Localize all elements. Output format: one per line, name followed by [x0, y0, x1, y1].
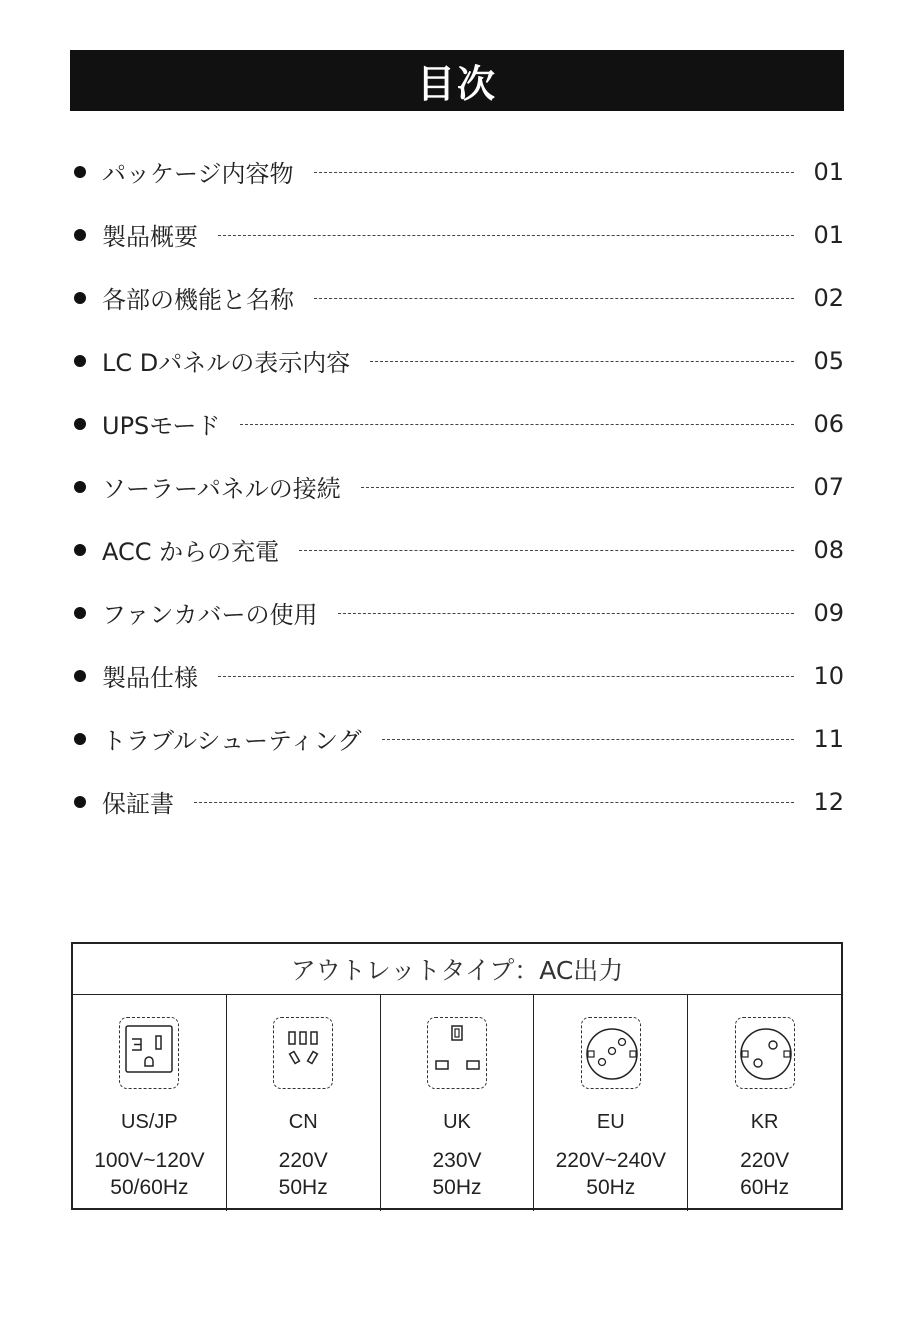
outlet-spec: [73, 1147, 226, 1201]
toc-entry-page: 01: [813, 220, 844, 249]
outlet-name: KR: [750, 1111, 779, 1133]
bullet-icon: [74, 229, 86, 241]
cn-socket-icon: [273, 1017, 333, 1089]
toc-entry[interactable]: [70, 707, 844, 770]
dotted-leader: [194, 802, 794, 803]
table-of-contents: [70, 140, 844, 833]
dotted-leader: [240, 424, 794, 425]
bullet-icon: [74, 796, 86, 808]
uk-socket-icon: [427, 1017, 487, 1089]
toc-entry-page: 07: [813, 472, 844, 501]
toc-entry-page: 10: [813, 661, 844, 690]
toc-entry[interactable]: [70, 329, 844, 392]
bullet-icon: [74, 292, 86, 304]
outlet-spec: [227, 1147, 380, 1201]
toc-entry[interactable]: [70, 644, 844, 707]
toc-entry-label: ACC からの充電: [102, 538, 280, 566]
dotted-leader: [338, 613, 794, 614]
outlet-voltage: 220V: [278, 1149, 328, 1172]
bullet-icon: [74, 544, 86, 556]
outlet-name: CN: [288, 1111, 318, 1133]
bullet-icon: [74, 418, 86, 430]
toc-entry-page: 09: [813, 598, 844, 627]
eu-socket-icon: [581, 1017, 641, 1089]
toc-entry-page: 01: [813, 157, 844, 186]
outlet-column-eu: [534, 995, 688, 1211]
outlet-spec: [381, 1147, 534, 1201]
bullet-icon: [74, 607, 86, 619]
toc-entry-page: 06: [813, 409, 844, 438]
dotted-leader: [382, 739, 794, 740]
toc-entry-label: ファンカバーの使用: [102, 601, 318, 629]
toc-entry-label: トラブルシューティング: [102, 727, 362, 755]
toc-entry[interactable]: [70, 581, 844, 644]
toc-entry-label: パッケージ内容物: [102, 160, 294, 188]
dotted-leader: [314, 298, 794, 299]
outlet-column-cn: [227, 995, 381, 1211]
toc-entry[interactable]: [70, 455, 844, 518]
outlet-column-uk: [381, 995, 535, 1211]
outlet-frequency: 50Hz: [586, 1176, 636, 1199]
dotted-leader: [218, 235, 794, 236]
outlet-spec: [534, 1147, 687, 1201]
bullet-icon: [74, 481, 86, 493]
outlet-table-header: アウトレットタイプ：AC出力: [73, 944, 841, 995]
us-jp-socket-icon: [119, 1017, 179, 1089]
bullet-icon: [74, 670, 86, 682]
toc-entry[interactable]: [70, 266, 844, 329]
toc-entry-label: 保証書: [102, 790, 174, 818]
dotted-leader: [314, 172, 794, 173]
dotted-leader: [361, 487, 794, 488]
toc-entry-page: 02: [813, 283, 844, 312]
outlet-frequency: 50Hz: [432, 1176, 482, 1199]
toc-entry-page: 05: [813, 346, 844, 375]
toc-entry-page: 08: [813, 535, 844, 564]
outlet-name: US/JP: [121, 1111, 178, 1133]
toc-entry-label: 各部の機能と名称: [102, 286, 294, 314]
outlet-voltage: 230V: [432, 1149, 482, 1172]
toc-entry-label: ソーラーパネルの接続: [102, 475, 341, 503]
bullet-icon: [74, 355, 86, 367]
dotted-leader: [299, 550, 794, 551]
outlet-voltage: 220V: [740, 1149, 790, 1172]
dotted-leader: [218, 676, 794, 677]
outlet-voltage: 100V~120V: [94, 1149, 205, 1172]
outlet-column-kr: [688, 995, 841, 1211]
toc-entry-label: LC Dパネルの表示内容: [102, 349, 351, 377]
toc-entry[interactable]: [70, 392, 844, 455]
kr-socket-icon: [735, 1017, 795, 1089]
outlet-frequency: 50/60Hz: [110, 1176, 189, 1199]
toc-entry-page: 11: [813, 724, 844, 753]
toc-entry-label: UPSモード: [102, 412, 221, 440]
toc-entry[interactable]: [70, 203, 844, 266]
toc-entry[interactable]: [70, 518, 844, 581]
toc-entry-label: 製品仕様: [102, 664, 198, 692]
page-title: 目次: [70, 50, 844, 111]
bullet-icon: [74, 166, 86, 178]
outlet-column-us-jp: [73, 995, 227, 1211]
outlet-name: EU: [596, 1111, 625, 1133]
toc-entry[interactable]: [70, 770, 844, 833]
dotted-leader: [370, 361, 794, 362]
outlet-frequency: 60Hz: [740, 1176, 790, 1199]
outlet-type-table: [71, 942, 843, 1210]
outlet-voltage: 220V~240V: [555, 1149, 666, 1172]
outlet-frequency: 50Hz: [278, 1176, 328, 1199]
outlet-name: UK: [443, 1111, 471, 1133]
bullet-icon: [74, 733, 86, 745]
outlet-spec: [688, 1147, 841, 1201]
toc-entry-label: 製品概要: [102, 223, 198, 251]
toc-entry[interactable]: [70, 140, 844, 203]
toc-entry-page: 12: [813, 787, 844, 816]
